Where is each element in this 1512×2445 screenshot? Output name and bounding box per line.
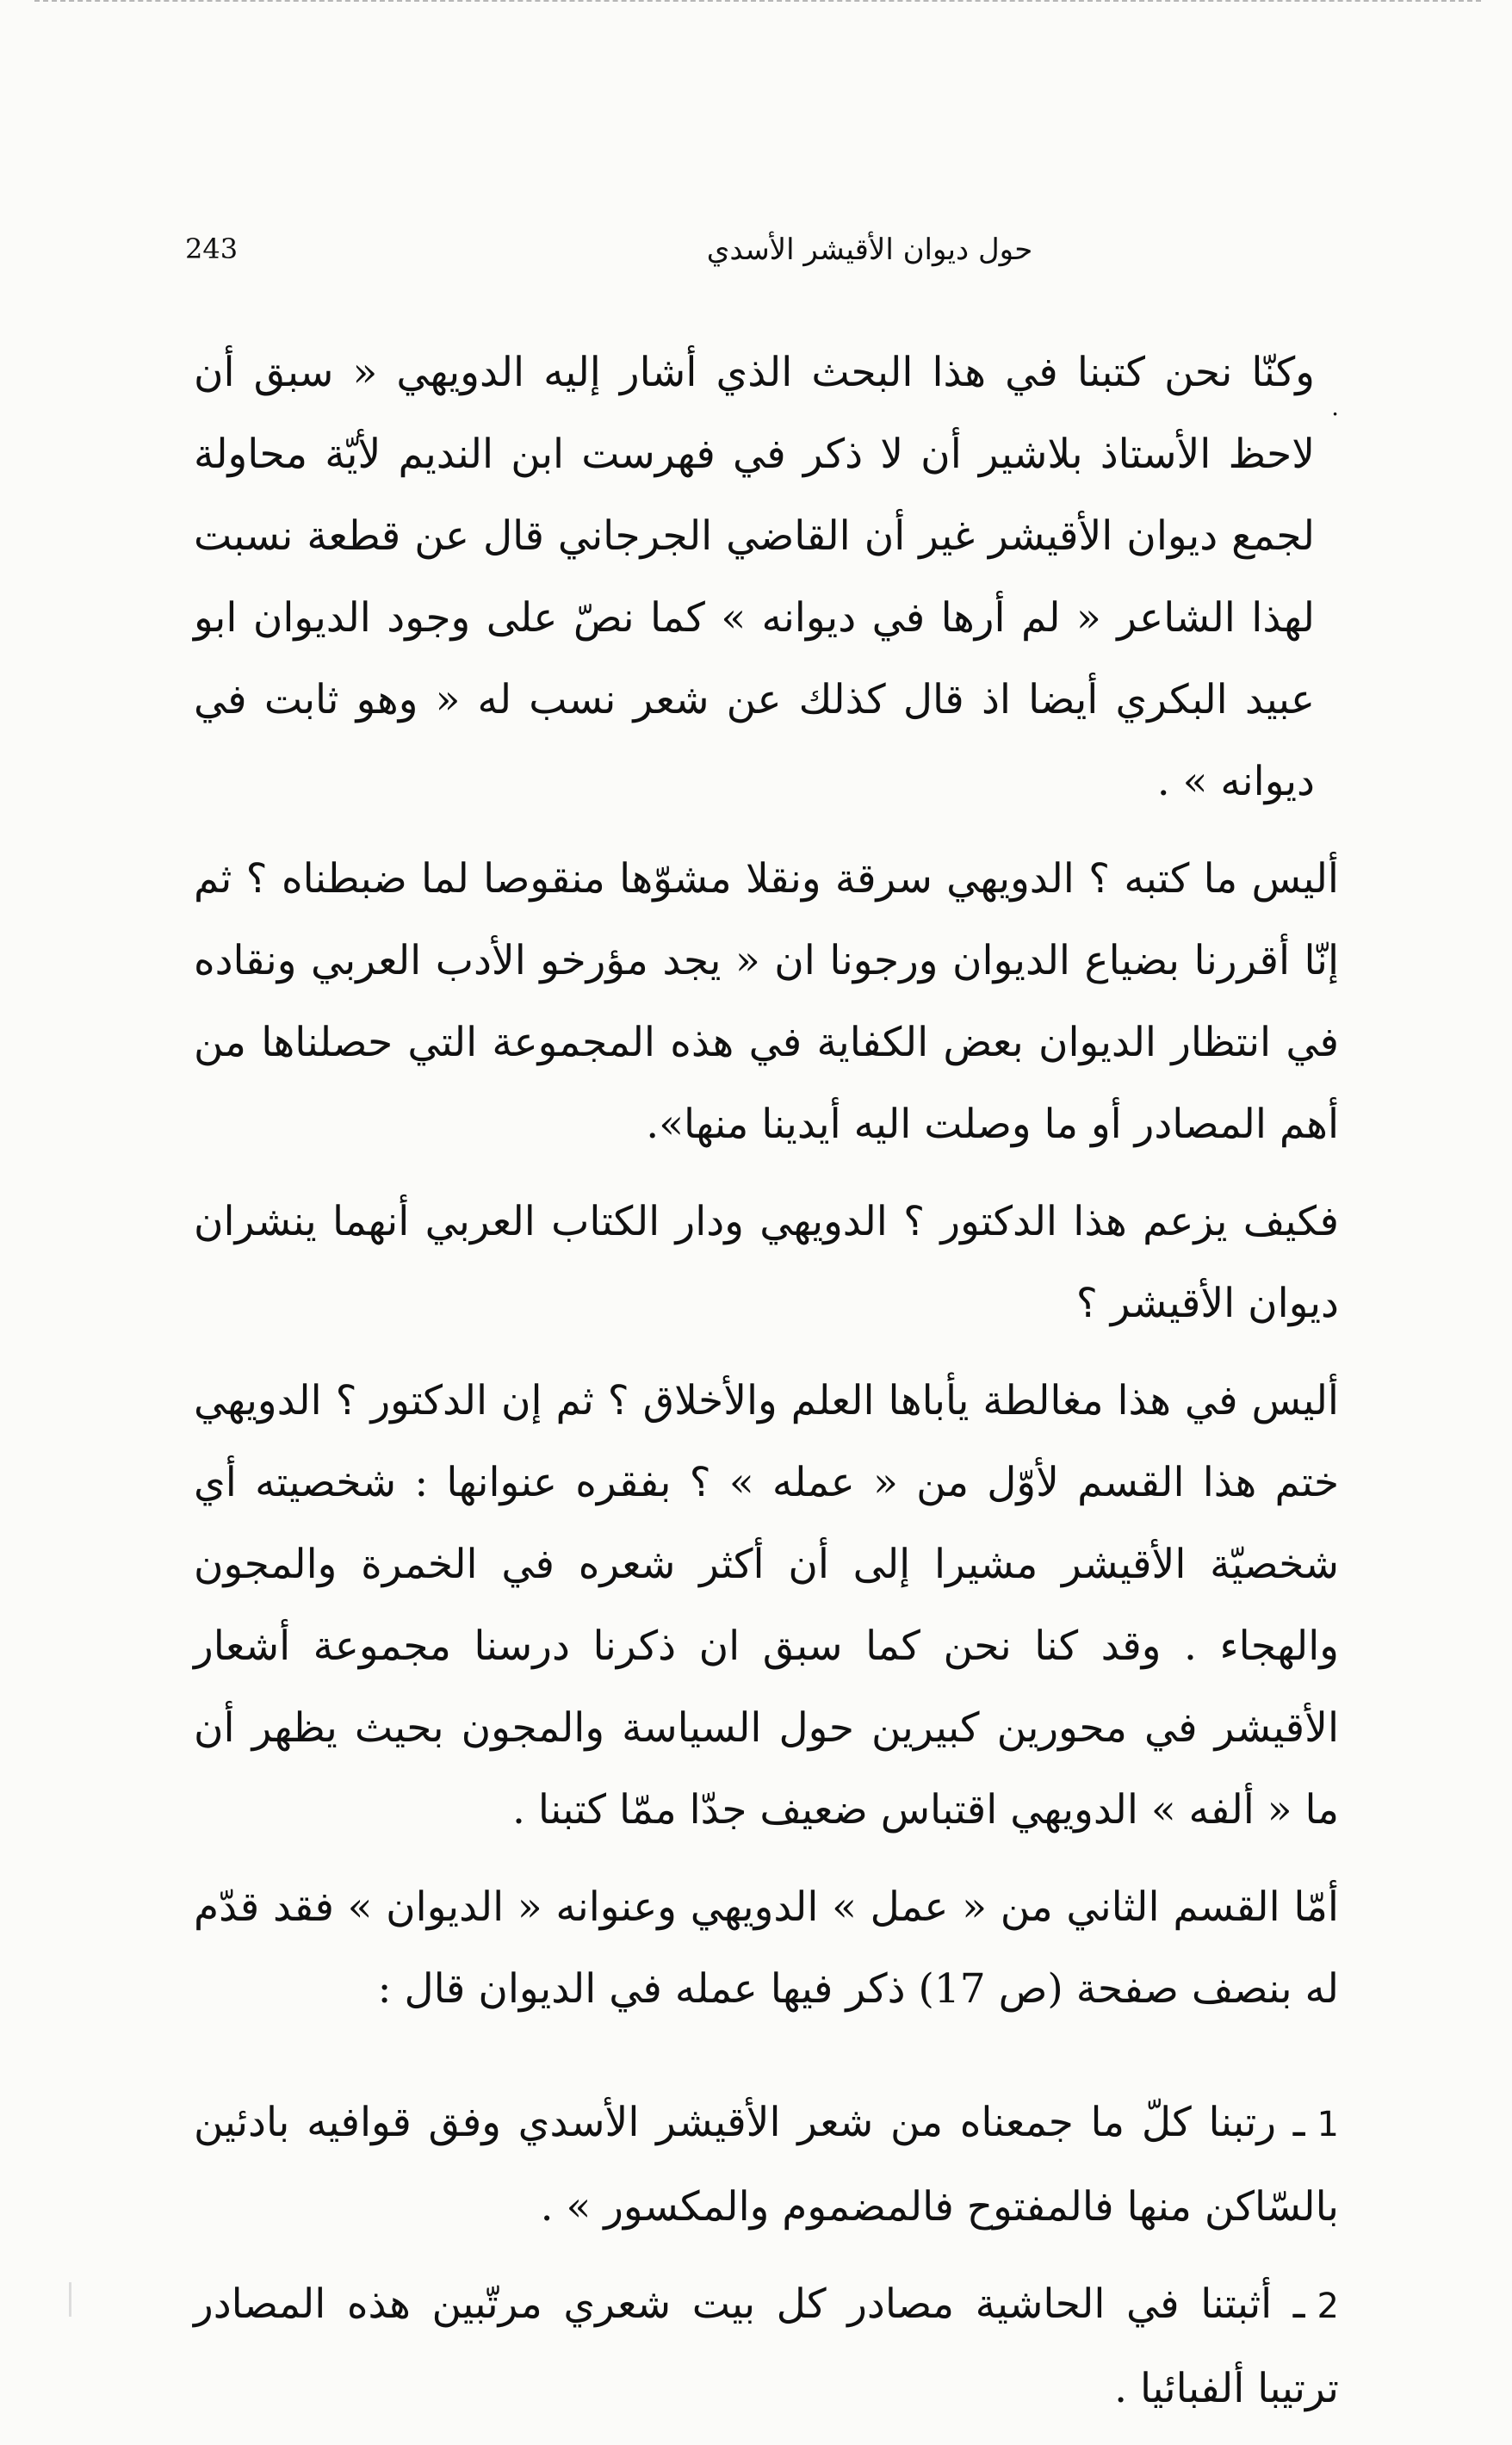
numbered-list [194,2082,1339,2429]
list-item-number: 2 [1317,2287,1339,2326]
paragraph: أليس ما كتبه ؟ الدويهي سرقة ونقلا مشوّها منقوصا لما ضبطناه ؟ ثم إنّا أقررنا بضياع الديوان ورجونا ان « يجد مؤرخو الأدب العربي ونقاده في انتظار الديوان بعض الكفاية في هذه المجموعة التي حصلناها من أهم المصادر أو ما وصلت اليه أيدينا منها». [194,855,1339,1148]
margin-dot: . [1331,393,1339,421]
paragraph: أليس في هذا مغالطة يأباها العلم والأخلاق ؟ ثم إن الدكتور ؟ الدويهي ختم هذا القسم لأوّل من « عمله » ؟ بفقره عنوانها : شخصيته أي شخصيّة الأقيشر مشيرا إلى أن أكثر شعره في الخمرة والمجون والهجاء . وقد كنا نحن كما سبق ان ذكرنا درسنا مجموعة أشعار الأقيشر في محورين كبيرين حول السياسة والمجون بحيث يظهر أن ما « ألفه » الدويهي اقتباس ضعيف جدّا ممّا كتبنا . [194,1377,1339,1834]
scan-artifact [69,2282,71,2317]
list-item [194,2082,1339,2248]
list-item-number: 1 [1317,2105,1339,2144]
paragraph: أمّا القسم الثاني من « عمل » الدويهي وعنوانه « الديوان » فقد قدّم له بنصف صفحة (ص 17) ذكر فيها عمله في الديوان قال : [194,1883,1339,2013]
list-item-text: ـ رتبنا كلّ ما جمعناه من شعر الأقيشر الأسدي وفق قوافيه بادئين بالسّاكن منها فالمفتوح فالمضموم والمكسور » . [194,2099,1339,2231]
scan-top-edge [34,0,1481,7]
page-body [194,332,1339,2445]
list-item [194,2263,1339,2429]
page-number: 243 [185,233,239,265]
running-header [185,233,1330,284]
paragraph: وكنّا نحن كتبنا في هذا البحث الذي أشار إليه الدويهي « سبق أن لاحظ الأستاذ بلاشير أن لا ذكر في فهرست ابن النديم لأيّة محاولة لجمع ديوان الأقيشر غير أن القاضي الجرجاني قال عن قطعة نسبت لهذا الشاعر « لم أرها في ديوانه » كما نصّ على وجود الديوان ابو عبيد البكري أيضا اذ قال كذلك عن شعر نسب له « وهو ثابت في ديوانه » . [194,349,1315,805]
paragraph: فكيف يزعم هذا الدكتور ؟ الدويهي ودار الكتاب العربي أنهما ينشران ديوان الأقيشر ؟ [194,1198,1339,1327]
running-title: حول ديوان الأقيشر الأسدي [706,233,1033,267]
list-item-text: ـ أثبتنا في الحاشية مصادر كل بيت شعري مرتّبين هذه المصادر ترتيبا ألفبائيا . [194,2281,1339,2412]
